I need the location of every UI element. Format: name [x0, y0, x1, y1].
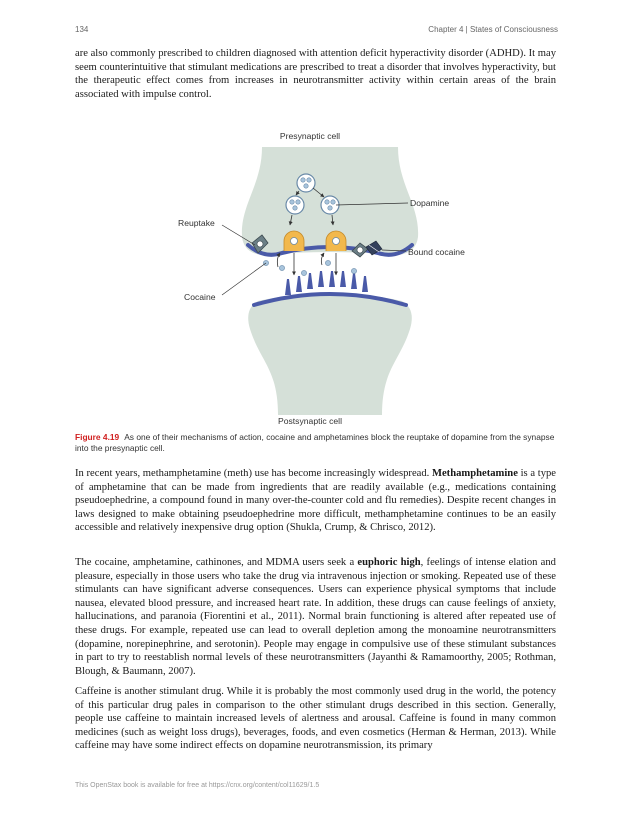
key-term-euphoric-high: euphoric high	[357, 557, 421, 568]
label-dopamine: Dopamine	[410, 198, 450, 208]
postsynaptic-terminal	[248, 293, 412, 415]
label-cocaine: Cocaine	[184, 292, 216, 302]
key-term-methamphetamine: Methamphetamine	[431, 468, 518, 479]
dopamine-molecule	[301, 270, 306, 275]
paragraph-intro: are also commonly prescribed to children diagnosed with attention deficit hyperactivity disorder (ADHD). It may seem counterintuitive that stimulant medications are prescribed to treat a disorder that involves hyperactivity, but the therapeutic effect comes from increases in neurotransmitter activity within certain areas of the brain associated with impulse control.	[75, 48, 556, 100]
paragraph-methamphetamine: In recent years, methamphetamine (meth) use has become increasingly widespread. Methamphetamine is a type of amphetamine that can be made from ingredients that are readily available (e.g., medications containing pseudoephedrine, a compound found in many over-the-counter cold and flu remedies). Despite recent changes in laws designed to make obtaining pseudoephedrine more difficult, methamphetamine continues to be an easily accessible and relatively inexpensive drug option (Shukla, Crump, & Chrisco, 2012).	[75, 468, 556, 534]
figure-caption-text: As one of their mechanisms of action, cocaine and amphetamines block the reuptake of dopamine from the synapse into the presynaptic cell.	[75, 432, 555, 453]
fused-vesicle-left	[284, 231, 304, 251]
chapter-title: Chapter 4 | States of Consciousness	[428, 25, 558, 34]
label-reuptake: Reuptake	[178, 218, 215, 228]
page-footer: This OpenStax book is available for free at https://cnx.org/content/col11629/1.5	[75, 782, 320, 789]
receptor	[285, 279, 291, 295]
receptors	[285, 271, 368, 295]
paragraph-caffeine: Caffeine is another stimulant drug. While it is probably the most commonly used drug in the world, the potency of this particular drug pales in comparison to the other stimulant drugs described in this section. Generally, people use caffeine to maintain increased levels of alertness and arousal. Caffeine is found in many common medicines (such as weight loss drugs), beverages, foods, and even cosmetics (Herman & Herman, 2013). While caffeine may have some indirect effects on dopamine neurotransmission, its primary	[75, 686, 556, 752]
figure-number: Figure 4.19	[75, 432, 120, 442]
vesicle-left	[286, 196, 304, 214]
receptor	[340, 271, 346, 287]
fused-vesicle-right	[326, 231, 346, 251]
label-presynaptic: Presynaptic cell	[279, 131, 341, 141]
page-number: 134	[75, 25, 89, 34]
paragraph-euphoric-high: The cocaine, amphetamine, cathinones, and MDMA users seek a euphoric high, feelings of intense elation and pleasure, especially in those users who take the drug via intravenous injection or smoking. Repeated use of these stimulants can have significant adverse consequences. Users can experience physical symptoms that include nausea, elevated blood pressure, and increased heart rate. In addition, these drugs can cause feelings of anxiety, hallucinations, and paranoia (Fiorentini et al., 2011). Normal brain functioning is altered after repeated use of these drugs. For example, repeated use can lead to overall depletion among the monoamine neurotransmitters (dopamine, norepinephrine, and serotonin). People may engage in compulsive use of these stimulant substances in part to try to reestablish normal levels of these neurotransmitters (Jayanthi & Ramamoorthy, 2005; Rothman, Blough, & Baumann, 2007).	[75, 557, 556, 677]
synapse-figure	[170, 125, 490, 430]
dopamine-molecule	[325, 260, 330, 265]
figure-caption	[75, 432, 556, 454]
label-bound-cocaine: Bound cocaine	[408, 247, 465, 257]
label-postsynaptic: Postsynaptic cell	[277, 416, 343, 426]
receptor	[307, 273, 313, 289]
receptor	[351, 273, 357, 289]
dopamine-molecule	[279, 265, 284, 270]
receptor	[362, 276, 368, 292]
vesicle-top	[297, 174, 315, 192]
receptor	[296, 276, 302, 292]
dopamine-molecule	[351, 268, 356, 273]
receptor	[318, 271, 324, 287]
receptor	[329, 271, 335, 287]
